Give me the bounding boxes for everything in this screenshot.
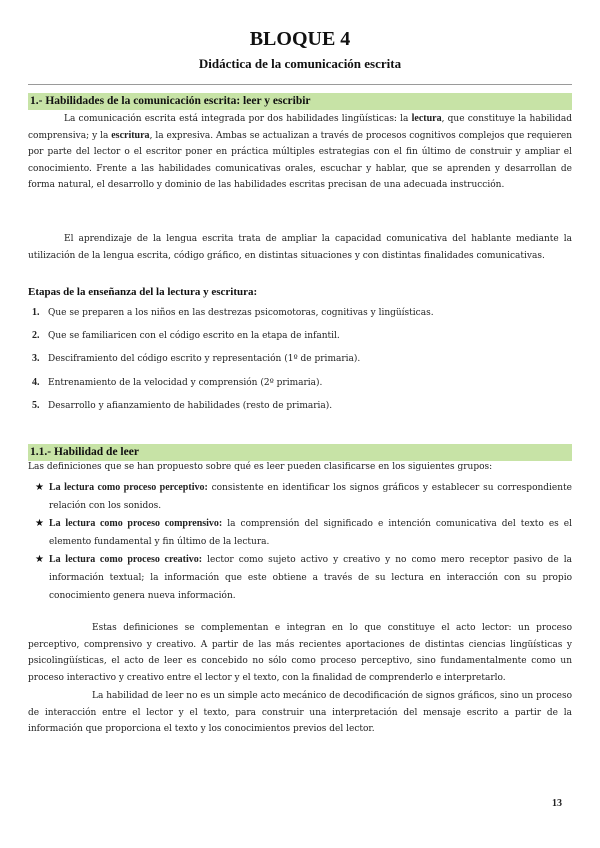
- paragraph-habilidad-leer: La habilidad de leer no es un simple acto mecánico de decodificación de signos gráficos, sino un proceso de interacción entre el lector y el texto, para construir una interpretación del mensaje escrito a partir de la información que proporciona el texto y los conocimientos previos del lector.: [28, 691, 572, 735]
- definition-text: consistente en identificar los signos gráficos y establecer su correspondiente relación con los sonidos.: [49, 483, 572, 511]
- list-number: 1.: [32, 307, 40, 318]
- list-number: 3.: [32, 353, 40, 365]
- paragraph-text: , que constituye la habilidad comprensiva; y la: [28, 114, 573, 141]
- definition-term: La lectura como proceso comprensivo:: [49, 518, 223, 529]
- section-heading-1-1: 1.1.- Habilidad de leer: [28, 444, 572, 461]
- definition-term: La lectura como proceso perceptivo:: [49, 482, 208, 493]
- definition-item: [35, 551, 572, 605]
- definition-item: [35, 479, 572, 515]
- term-lectura: lectura: [411, 113, 442, 124]
- list-text: Desciframiento del código escrito y representación (1º de primaria).: [48, 354, 361, 365]
- page-title: BLOQUE 4: [249, 28, 351, 50]
- paragraph-aprendizaje: El aprendizaje de la lengua escrita trata de ampliar la capacidad comunicativa del hablante mediante la utilización de la lengua escrita, código gráfico, en distintas situaciones y con distintas finalidades comunicativas.: [28, 234, 572, 261]
- etapas-heading: Etapas de la enseñanza del la lectura y escritura:: [28, 286, 258, 298]
- paragraph-intro: [28, 111, 572, 194]
- star-bullet-icon: ★: [35, 482, 44, 493]
- paragraph-acto-lector: Estas definiciones se complementan e integran en lo que constituye el acto lector: un proceso perceptivo, comprensivo y creativo. A partir de las más recientes aportaciones de distintas ciencias lingüísticas y psicolingüísticas, el acto de leer es concebido no sólo como proceso perceptivo, sino fundamentalmente como un proceso interactivo y creativo entre el lector y el texto, con la finalidad de comprenderlo e interpretarlo.: [28, 623, 572, 683]
- definition-term: La lectura como proceso creativo:: [49, 554, 203, 565]
- list-item: [32, 304, 572, 327]
- list-item: [32, 374, 572, 397]
- page-subtitle: Didáctica de la comunicación escrita: [198, 56, 402, 71]
- paragraph-text: La comunicación escrita está integrada por dos habilidades lingüísticas: la: [64, 114, 412, 124]
- list-number: 2.: [32, 330, 40, 342]
- page-number: 13: [552, 798, 562, 809]
- etapas-list: [32, 304, 572, 420]
- list-text: Entrenamiento de la velocidad y comprensión (2º primaria).: [48, 377, 323, 388]
- definition-text: la comprensión del significado e intención comunicativa del texto es el elemento fundamental y fin último de la lectura.: [49, 519, 572, 547]
- list-item: [32, 327, 572, 350]
- list-number: 4.: [32, 376, 40, 388]
- term-escritura: escritura: [111, 129, 150, 141]
- paragraph-text: , la expresiva. Ambas se actualizan a través de procesos cognitivos complejos que requieren por parte del lector o el escritor poner en práctica múltiples estrategias con el fin último de construir y ampliar el conocimiento. Frente a las habilidades comunicativas orales, escuchar y hablar, que se aprenden y desarrollan de forma natural, el desarrollo y dominio de las habilidades escritas precisan de una adecuada instrucción.: [28, 130, 572, 191]
- definition-item: [35, 515, 572, 551]
- definitions-intro: Las definiciones que se han propuesto sobre qué es leer pueden clasificarse en los siguientes grupos:: [28, 462, 493, 472]
- title-divider: [28, 84, 572, 85]
- section-heading-1: 1.- Habilidades de la comunicación escrita: leer y escribir: [28, 93, 572, 110]
- list-item: [32, 350, 572, 373]
- definition-text: lector como sujeto activo y creativo y no como mero receptor pasivo de la información textual; la información que este obtiene a través de su lectura en interacción con su propio conocimiento genera nueva información.: [49, 555, 572, 601]
- list-number: 5.: [32, 399, 40, 411]
- star-bullet-icon: ★: [35, 554, 44, 565]
- star-bullet-icon: ★: [35, 518, 44, 529]
- list-text: Desarrollo y afianzamiento de habilidades (resto de primaria).: [48, 400, 333, 411]
- definitions-list: [35, 479, 572, 605]
- list-item: [32, 397, 572, 420]
- list-text: Que se familiaricen con el código escrito en la etapa de infantil.: [48, 331, 340, 342]
- list-text: Que se preparen a los niños en las destrezas psicomotoras, cognitivas y lingüísticas.: [48, 308, 434, 318]
